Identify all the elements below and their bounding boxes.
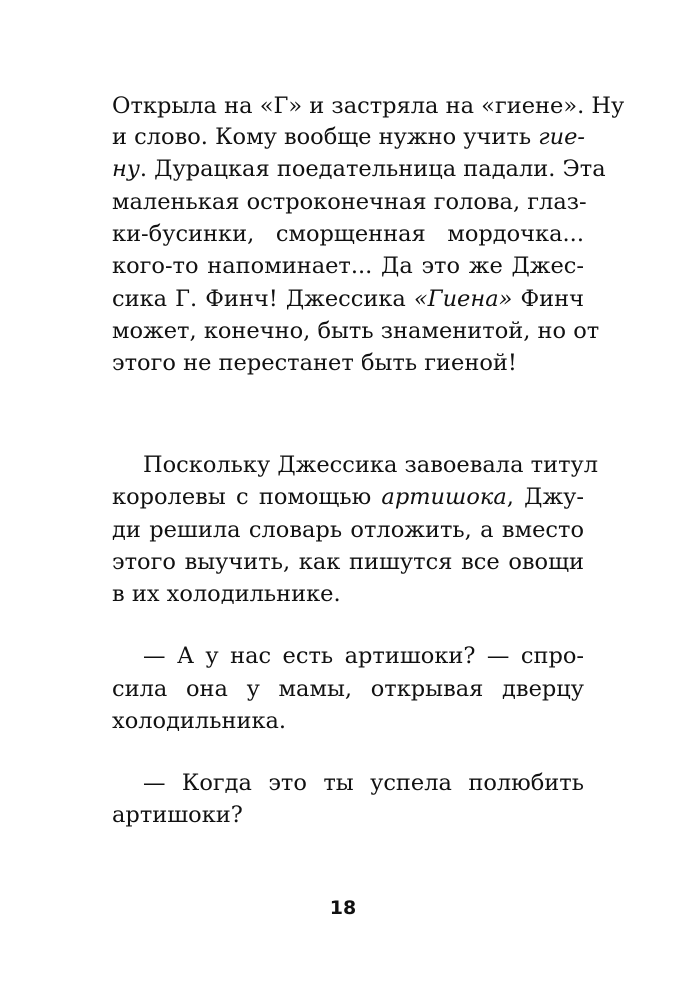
italic-text: артишока xyxy=(381,484,507,510)
text-segment: — Когда это ты успела полюбить xyxy=(143,770,584,796)
text-segment: , Джу- xyxy=(506,484,584,510)
text-line xyxy=(112,186,587,218)
text-line xyxy=(112,218,584,250)
page-number: 18 xyxy=(329,897,357,919)
text-segment: кого-то напоминает... Да это же Джес- xyxy=(112,253,584,279)
text-segment: сила она у мамы, открывая дверцу xyxy=(112,676,584,702)
italic-text: «Гиена» xyxy=(413,286,513,312)
text-segment: Финч xyxy=(512,286,584,312)
text-line xyxy=(112,514,584,546)
text-segment: . Дурацкая поедательница падали. Эта xyxy=(139,156,606,182)
text-line xyxy=(112,546,584,578)
text-line xyxy=(112,121,584,153)
text-segment: маленькая остроконечная голова, глаз- xyxy=(112,189,587,215)
text-segment: этого не перестанет быть гиеной! xyxy=(112,350,517,376)
text-segment: ди решила словарь отложить, а вместо xyxy=(112,517,584,543)
text-segment: в их холодильнике. xyxy=(112,581,341,607)
text-line xyxy=(143,767,584,799)
text-line xyxy=(112,799,584,831)
italic-text: ну xyxy=(112,156,140,182)
text-line xyxy=(112,673,584,705)
text-line xyxy=(143,449,599,481)
text-segment: холодильника. xyxy=(112,708,287,734)
text-line xyxy=(143,640,584,672)
text-line xyxy=(112,705,584,737)
text-segment: и слово. Кому вообще нужно учить xyxy=(112,124,539,150)
text-line xyxy=(112,578,584,610)
text-line xyxy=(112,153,606,185)
italic-text: гие- xyxy=(538,124,586,150)
text-segment: королевы с помощью xyxy=(112,484,382,510)
text-line xyxy=(112,283,584,315)
text-segment: может, конечно, быть знаменитой, но от xyxy=(112,318,600,344)
text-line xyxy=(112,250,584,282)
text-segment: ки-бусинки, сморщенная мордочка... xyxy=(112,221,584,247)
text-segment: Поскольку Джессика завоевала титул xyxy=(143,452,599,478)
text-segment: артишоки? xyxy=(112,802,243,828)
text-line xyxy=(112,315,600,347)
text-segment: Открыла на «Г» и застряла на «гиене». Ну xyxy=(112,93,625,119)
text-segment: сика Г. Финч! Джессика xyxy=(112,286,414,312)
text-line xyxy=(112,90,625,122)
text-line xyxy=(112,481,584,513)
text-line xyxy=(112,347,584,379)
text-segment: — А у нас есть артишоки? — спро- xyxy=(143,643,584,669)
text-segment: этого выучить, как пишутся все овощи xyxy=(112,549,584,575)
